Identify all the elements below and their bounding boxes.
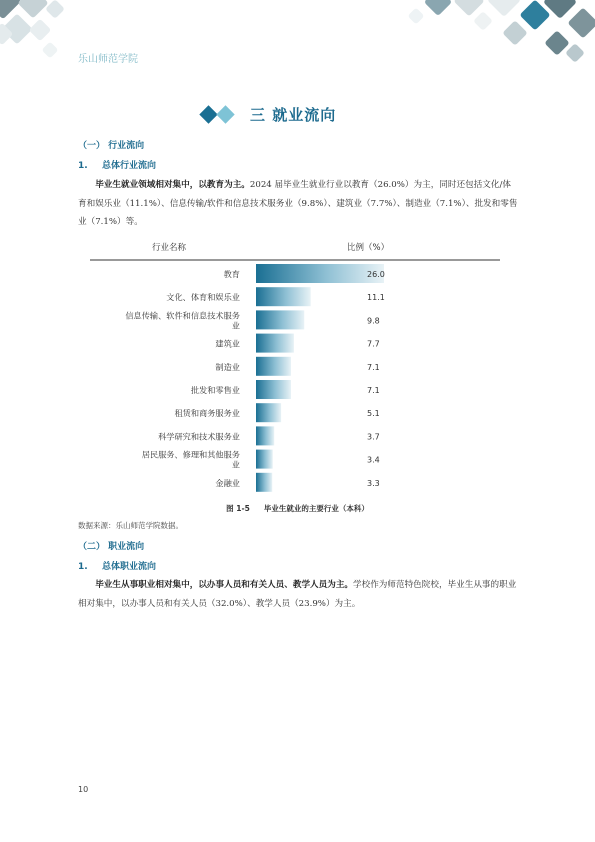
heading-number: 1. bbox=[78, 562, 88, 572]
heading-occupation-overall bbox=[78, 559, 156, 572]
category-label: 批发和零售业 bbox=[190, 385, 240, 395]
paragraph-lead: 毕业生就业领域相对集中，以教育为主。 bbox=[95, 180, 250, 190]
category-label: 文化、体育和娱乐业 bbox=[166, 292, 240, 303]
value-label: 3.7 bbox=[367, 432, 380, 442]
bar bbox=[256, 403, 281, 422]
category-label: 信息传输、软件和信息技术服务业 bbox=[125, 310, 240, 331]
bar bbox=[256, 287, 311, 306]
paragraph-body: 2024 届毕业生就业行业以教育（26.0%）为主，同时还包括文化/体育和娱乐业（11.1%）、信息传输/软件和信息技术服务业（9.8%）、建筑业（7.7%）、制造业（7.1%）、批发和零售业（7.1%）等。 bbox=[78, 180, 518, 227]
bar bbox=[256, 450, 273, 469]
heading-text: 总体职业流向 bbox=[102, 562, 157, 572]
figure-number: 图 1-5 bbox=[226, 504, 250, 513]
category-label: 建筑业 bbox=[215, 338, 240, 349]
heading-number: 1. bbox=[78, 161, 88, 171]
category-label: 教育 bbox=[223, 269, 240, 279]
value-label: 7.1 bbox=[367, 386, 380, 395]
bar bbox=[256, 426, 274, 445]
value-label: 26.0 bbox=[367, 270, 385, 279]
value-label: 7.7 bbox=[367, 339, 380, 349]
column-header-industry: 行业名称 bbox=[152, 243, 187, 253]
value-label: 11.1 bbox=[367, 293, 385, 303]
bar bbox=[256, 264, 384, 283]
value-label: 7.1 bbox=[367, 362, 380, 372]
paragraph-lead: 毕业生从事职业相对集中，以办事人员和有关人员、教学人员为主。 bbox=[95, 580, 354, 590]
column-header-percent: 比例（%） bbox=[347, 243, 390, 253]
bar bbox=[256, 310, 304, 329]
bar bbox=[256, 357, 291, 376]
category-label: 科学研究和技术服务业 bbox=[158, 431, 240, 442]
section-title-text: 三 就业流向 bbox=[250, 105, 337, 124]
heading-text: 总体行业流向 bbox=[102, 161, 157, 171]
value-label: 9.8 bbox=[367, 316, 380, 326]
page-number: 10 bbox=[78, 785, 89, 794]
category-label: 居民服务、修理和其他服务业 bbox=[141, 449, 240, 470]
bar bbox=[256, 334, 294, 353]
value-label: 5.1 bbox=[367, 409, 380, 419]
bar bbox=[256, 473, 272, 492]
subsection-title-occupation: （二） 职业流向 bbox=[78, 542, 145, 552]
category-label: 制造业 bbox=[215, 361, 240, 372]
paragraph-occupation bbox=[78, 576, 518, 613]
category-label: 租赁和商务服务业 bbox=[174, 408, 240, 419]
value-label: 3.4 bbox=[367, 455, 380, 465]
school-name: 乐山师范学院 bbox=[78, 54, 138, 65]
paragraph-body: 学校作为师范特色院校，毕业生从事的职业相对集中，以办事人员和有关人员（32.0%）、教学人员（23.9%）为主。 bbox=[78, 580, 517, 609]
subsection-title-industry: （一） 行业流向 bbox=[78, 141, 145, 151]
category-label: 金融业 bbox=[215, 477, 240, 488]
figure-caption-text: 毕业生就业的主要行业（本科） bbox=[263, 504, 369, 513]
source-note: 数据来源：乐山师范学院数据。 bbox=[78, 521, 183, 530]
bar bbox=[256, 380, 291, 399]
figure-caption bbox=[0, 503, 595, 514]
value-label: 3.3 bbox=[367, 478, 380, 488]
